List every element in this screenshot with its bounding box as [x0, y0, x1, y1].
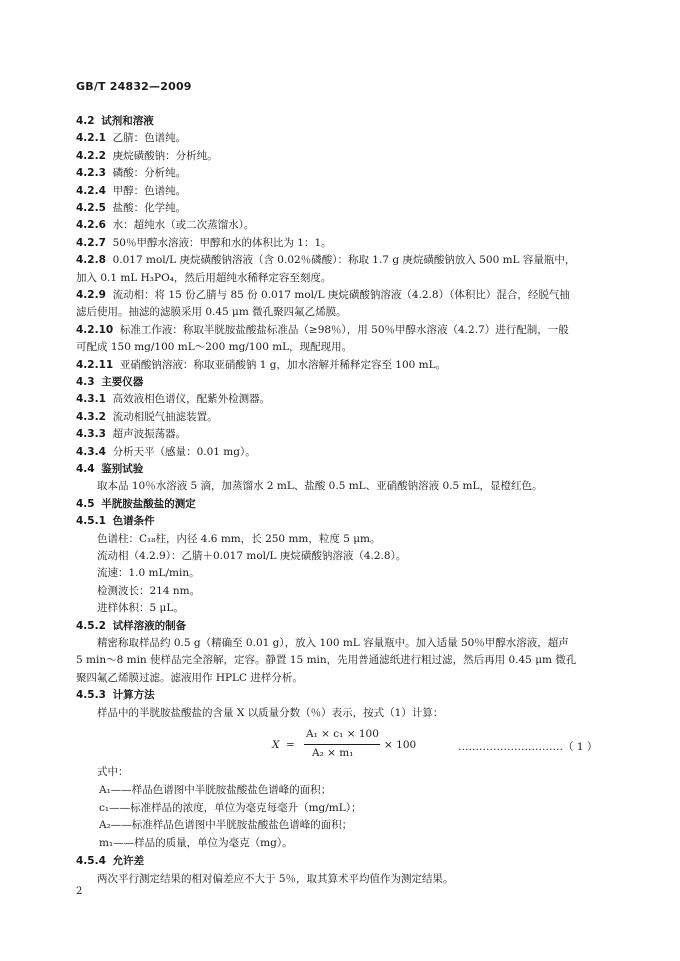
clause-text: 庚烷磺酸钠：分析纯。	[112, 149, 218, 162]
clause-text: c₁——标准样品的浓度，单位为毫克每毫升（mg/mL）；	[99, 801, 362, 814]
clause-text: 加入 0.1 mL H₃PO₄，然后用超纯水稀释定容至刻度。	[76, 271, 332, 284]
text-line	[76, 253, 575, 267]
text-line	[76, 114, 154, 128]
text-line	[76, 288, 570, 302]
text-line	[76, 166, 186, 180]
clause-heading: 试剂和溶液	[101, 115, 154, 127]
clause-heading: 鉴别试验	[101, 463, 144, 475]
clause-number: 4.2.6	[76, 219, 106, 232]
equation-number: …………………………（ 1 ）	[458, 741, 598, 753]
formula-tail: × 100	[384, 739, 417, 751]
clause-number: 4.2	[76, 115, 95, 127]
clause-number: 4.4	[76, 463, 95, 475]
page-number: 2	[76, 886, 83, 897]
clause-text: 分析天平（感量：0.01 mg）。	[112, 445, 256, 458]
clause-text: 聚四氟乙烯膜过滤。滤液用作 HPLC 进样分析。	[76, 671, 303, 684]
clause-number: 4.2.5	[76, 202, 106, 214]
text-line	[76, 340, 352, 354]
text-line	[76, 410, 218, 424]
formula-denominator: A₂ × m₁	[312, 747, 354, 759]
clause-number: 4.2.9	[76, 289, 106, 301]
standard-header: GB/T 24832—2009	[76, 80, 192, 93]
clause-text: 标准工作液：称取半胱胺盐酸盐标准品（≥98％），用 50％甲醇水溶液（4.2.7）进行配制，一般	[119, 323, 569, 336]
text-line	[76, 462, 143, 476]
text-line	[97, 765, 129, 779]
clause-text: 流动相脱气抽滤装置。	[112, 410, 218, 423]
text-line	[99, 836, 293, 850]
clause-text: 流速：1.0 mL/min。	[97, 567, 200, 580]
formula-numerator: A₁ × c₁ × 100	[306, 728, 379, 740]
clause-number: 4.2.3	[76, 167, 106, 180]
clause-number: 4.2.8	[76, 254, 106, 267]
formula-eq: =	[286, 739, 295, 751]
clause-heading: 计算方法	[112, 689, 155, 702]
text-line	[76, 201, 186, 215]
clause-text: 乙腈：色谱纯。	[112, 132, 187, 145]
text-line	[76, 184, 186, 198]
text-line	[76, 131, 186, 145]
text-line	[76, 497, 196, 511]
formula-lhs: X	[272, 739, 280, 751]
formula-1	[272, 728, 432, 764]
clause-text: 检测波长：214 nm。	[97, 584, 201, 597]
text-line	[97, 601, 184, 615]
clause-number: 4.3.1	[76, 393, 106, 406]
text-line	[76, 653, 576, 667]
clause-heading: 主要仪器	[101, 376, 144, 388]
clause-number: 4.2.2	[76, 149, 106, 162]
clause-text: 5 min～8 min 使样品完全溶解，定容。静置 15 min，先用普通滤纸进行粗过滤，然后再用 0.45 μm 微孔	[76, 654, 577, 667]
text-line	[76, 392, 270, 406]
text-line	[76, 688, 155, 702]
text-line	[99, 783, 331, 797]
clause-text: 高效液相色谱仪，配紫外检测器。	[112, 393, 271, 406]
clause-text: 甲醇：色谱纯。	[112, 184, 187, 197]
text-line	[76, 514, 155, 528]
clause-text: 流动相（4.2.9）：乙腈＋0.017 mol/L 庚烷磺酸钠溶液（4.2.8）。	[97, 550, 407, 562]
clause-text: 取本品 10％水溶液 5 滴，加蒸馏水 2 mL、盐酸 0.5 mL、亚硝酸钠溶液 0.5 mL，显橙红色。	[97, 480, 543, 493]
clause-number: 4.2.1	[76, 132, 106, 145]
text-line	[76, 305, 347, 319]
clause-number: 4.2.7	[76, 236, 106, 249]
clause-text: 水：超纯水（或二次蒸馏水）。	[112, 219, 255, 232]
clause-number: 4.3.3	[76, 428, 106, 441]
text-line	[97, 872, 454, 886]
clause-text: m₁——样品的质量，单位为毫克（mg）。	[99, 837, 293, 850]
text-line	[76, 671, 303, 685]
clause-number: 4.5	[76, 497, 95, 510]
text-line	[97, 566, 200, 580]
text-line	[97, 706, 443, 720]
clause-text: 色谱柱：C₁₈柱，内径 4.6 mm，长 250 mm，粒度 5 μm。	[97, 532, 381, 545]
clause-text: 可配成 150 mg/100 mL～200 mg/100 mL，现配现用。	[76, 341, 353, 354]
clause-text: 精密称取样品约 0.5 g（精确至 0.01 g），放入 100 mL 容量瓶中。加入适量 50％甲醇水溶液，超声	[97, 637, 569, 649]
clause-text: 0.017 mol/L 庚烷磺酸钠溶液（含 0.02％磷酸）：称取 1.7 g 庚烷磺酸钠放入 500 mL 容量瓶中，	[112, 254, 576, 267]
clause-text: 超声波振荡器。	[112, 428, 187, 441]
clause-text: 盐酸：化学纯。	[112, 202, 187, 214]
text-line	[76, 149, 218, 163]
clause-text: 亚硝酸钠溶液：称取亚硝酸钠 1 g，加水溶解并稀释定容至 100 mL。	[119, 358, 447, 371]
clause-text: 样品中的半胱胺盐酸盐的含量 X 以质量分数（％）表示，按式（1）计算：	[97, 706, 444, 719]
text-line	[76, 427, 186, 441]
text-line	[97, 549, 406, 563]
text-line	[76, 271, 331, 285]
text-line	[99, 801, 361, 815]
clause-text: 滤后使用。抽滤的滤膜采用 0.45 μm 微孔聚四氟乙烯膜。	[76, 306, 347, 319]
clause-number: 4.2.11	[76, 358, 114, 371]
clause-heading: 允许差	[112, 855, 145, 867]
clause-number: 4.5.1	[76, 515, 106, 528]
clause-number: 4.3	[76, 376, 95, 388]
clause-text: A₂——标准样品色谱图中半胱胺盐酸盐色谱峰的面积；	[99, 819, 353, 832]
clause-number: 4.5.2	[76, 619, 106, 632]
text-line	[97, 636, 569, 650]
clause-number: 4.2.10	[76, 323, 114, 336]
text-line	[76, 358, 446, 372]
fraction-bar	[304, 744, 380, 745]
text-line	[76, 236, 332, 250]
clause-text: 式中：	[97, 766, 129, 778]
text-line	[97, 479, 542, 493]
clause-number: 4.5.3	[76, 689, 106, 702]
clause-number: 4.2.4	[76, 184, 106, 197]
clause-text: 50％甲醇水溶液：甲醇和水的体积比为 1：1。	[112, 236, 332, 249]
text-line	[76, 375, 143, 389]
text-line	[76, 619, 186, 633]
clause-number: 4.3.2	[76, 410, 106, 423]
text-line	[97, 584, 200, 598]
clause-text: 磷酸：分析纯。	[112, 167, 187, 180]
text-line	[76, 854, 144, 868]
clause-heading: 半胱胺盐酸盐的测定	[101, 497, 196, 510]
clause-text: 流动相：将 15 份乙腈与 85 份 0.017 mol/L 庚烷磺酸钠溶液（4.2.8）（体积比）混合，经脱气抽	[112, 289, 570, 301]
clause-heading: 试样溶液的制备	[112, 619, 187, 632]
text-line	[76, 445, 256, 459]
clause-text: A₁——样品色谱图中半胱胺盐酸盐色谱峰的面积；	[99, 783, 332, 796]
text-line	[97, 532, 381, 546]
clause-number: 4.3.4	[76, 445, 106, 458]
text-line	[76, 323, 569, 337]
clause-text: 进样体积：5 μL。	[97, 602, 184, 615]
text-line	[76, 218, 254, 232]
text-line	[99, 818, 352, 832]
clause-heading: 色谱条件	[112, 515, 155, 528]
clause-text: 两次平行测定结果的相对偏差应不大于 5％，取其算术平均值作为测定结果。	[97, 872, 454, 885]
clause-number: 4.5.4	[76, 855, 106, 867]
